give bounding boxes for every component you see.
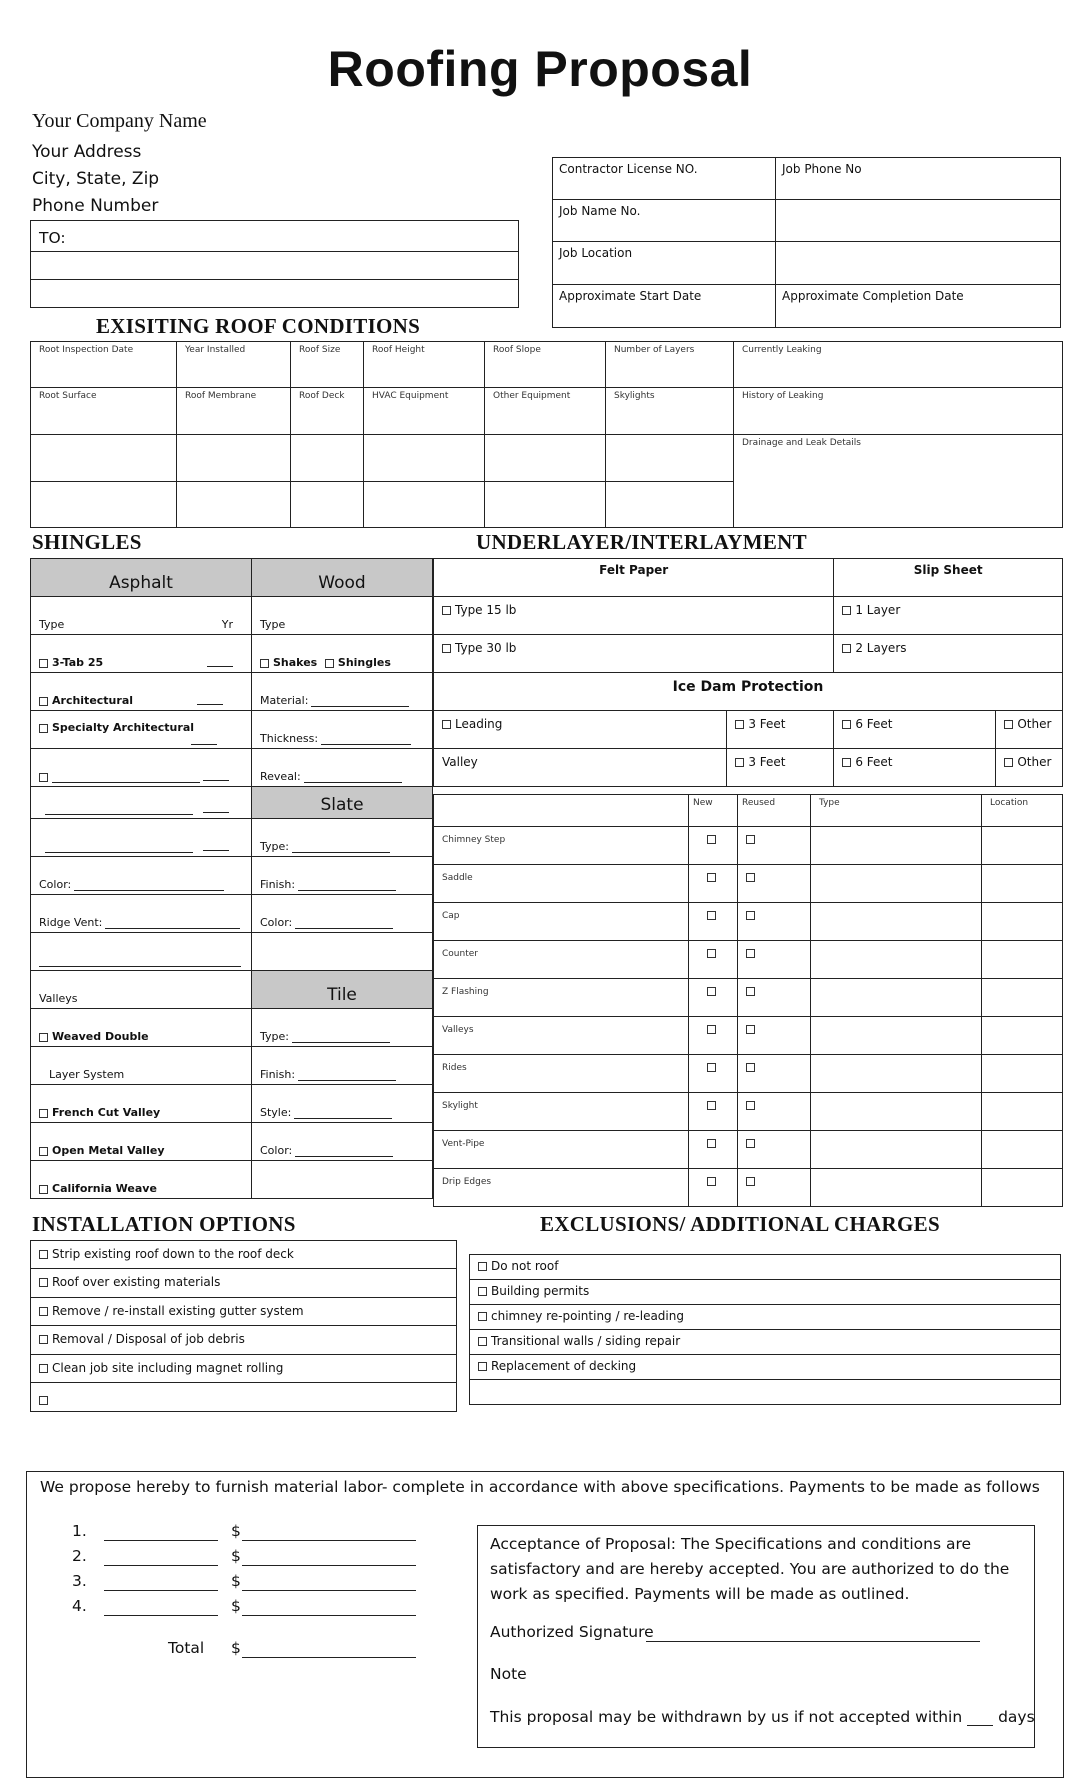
note-label: Note bbox=[490, 1665, 527, 1683]
table-row: Drip Edges bbox=[434, 1169, 1063, 1207]
felt-paper-header: Felt Paper bbox=[434, 559, 834, 597]
list-item[interactable]: Transitional walls / siding repair bbox=[470, 1330, 1061, 1355]
company-phone: Phone Number bbox=[32, 196, 159, 216]
days-field[interactable] bbox=[967, 1713, 993, 1726]
open-metal-option[interactable]: Open Metal Valley bbox=[31, 1123, 252, 1161]
proposal-intro: We propose hereby to furnish material labor- complete in accordance with above specifications. Payments to be made as follows bbox=[40, 1478, 1040, 1496]
payment-1: 1. bbox=[72, 1522, 87, 1540]
currently-leaking-field[interactable]: Currently Leaking bbox=[734, 342, 1063, 388]
california-option[interactable]: California Weave bbox=[31, 1161, 252, 1199]
checkbox-icon[interactable] bbox=[442, 644, 451, 653]
list-item[interactable]: Remove / re-install existing gutter system bbox=[31, 1298, 457, 1326]
job-location-field[interactable]: Job Location bbox=[553, 242, 776, 285]
list-item[interactable]: Do not roof bbox=[470, 1255, 1061, 1280]
start-date-field[interactable]: Approximate Start Date bbox=[553, 285, 776, 328]
ridge-vent-field[interactable]: Ridge Vent: bbox=[31, 895, 252, 933]
list-item[interactable]: Clean job site including magnet rolling bbox=[31, 1355, 457, 1383]
underlayment-table: Felt Paper Slip Sheet Type 15 lb 1 Layer Type 30 lb 2 Layers Ice Dam Protection Leading 3 Feet 6 Feet Other Valley 3 Feet 6 Feet Other bbox=[433, 558, 1063, 787]
completion-date-field[interactable]: Approximate Completion Date bbox=[776, 285, 1061, 328]
payment-1-desc[interactable] bbox=[104, 1540, 218, 1541]
shingles-heading: SHINGLES bbox=[32, 530, 142, 554]
checkbox-icon[interactable] bbox=[39, 1364, 48, 1373]
list-item[interactable] bbox=[31, 1383, 457, 1412]
ice-dam-header: Ice Dam Protection bbox=[434, 673, 1063, 711]
checkbox-icon[interactable] bbox=[735, 758, 744, 767]
checkbox-icon[interactable] bbox=[842, 758, 851, 767]
checkbox-icon[interactable] bbox=[707, 1139, 716, 1148]
page-title: Roofing Proposal bbox=[327, 41, 753, 97]
history-leaking-field[interactable]: History of Leaking bbox=[734, 388, 1063, 435]
checkbox-icon[interactable] bbox=[39, 724, 48, 733]
table-row: Counter bbox=[434, 941, 1063, 979]
table-row: Skylight bbox=[434, 1093, 1063, 1131]
wood-header: Wood bbox=[252, 559, 433, 597]
table-row: Chimney Step bbox=[434, 827, 1063, 865]
checkbox-icon[interactable] bbox=[39, 1278, 48, 1287]
payment-3-desc[interactable] bbox=[104, 1590, 218, 1591]
drainage-field[interactable]: Drainage and Leak Details bbox=[734, 435, 1063, 528]
new-header: New bbox=[689, 795, 738, 827]
tile-color-field[interactable]: Color: bbox=[252, 1123, 433, 1161]
checkbox-icon[interactable] bbox=[746, 873, 755, 882]
checkbox-icon[interactable] bbox=[707, 987, 716, 996]
checkbox-icon[interactable] bbox=[746, 1177, 755, 1186]
tile-header: Tile bbox=[252, 971, 433, 1009]
payment-2-desc[interactable] bbox=[104, 1565, 218, 1566]
checkbox-icon[interactable] bbox=[842, 720, 851, 729]
table-row: Rides bbox=[434, 1055, 1063, 1093]
checkbox-icon[interactable] bbox=[39, 1396, 48, 1405]
inspection-date-field[interactable]: Root Inspection Date bbox=[31, 342, 177, 388]
slate-finish-field[interactable]: Finish: bbox=[252, 857, 433, 895]
installation-table bbox=[30, 1240, 457, 1412]
valley-option[interactable]: Valley bbox=[434, 749, 727, 787]
checkbox-icon[interactable] bbox=[39, 773, 48, 782]
checkbox-icon[interactable] bbox=[707, 1025, 716, 1034]
job-location-value[interactable] bbox=[776, 242, 1061, 285]
checkbox-icon[interactable] bbox=[746, 1025, 755, 1034]
checkbox-icon[interactable] bbox=[707, 835, 716, 844]
payment-3-amount[interactable] bbox=[242, 1590, 416, 1591]
list-item[interactable]: Strip existing roof down to the roof deck bbox=[31, 1241, 457, 1269]
checkbox-icon[interactable] bbox=[746, 911, 755, 920]
layers-field[interactable]: Number of Layers bbox=[606, 342, 734, 388]
checkbox-icon[interactable] bbox=[478, 1262, 487, 1271]
signature-label: Authorized Signature bbox=[490, 1623, 654, 1641]
to-line-3[interactable] bbox=[31, 280, 519, 308]
to-field[interactable]: TO: bbox=[31, 221, 519, 252]
list-item[interactable]: chimney re-pointing / re-leading bbox=[470, 1305, 1061, 1330]
three-tab-option[interactable]: 3-Tab 25 bbox=[31, 635, 252, 673]
roof-height-field[interactable]: Roof Height bbox=[364, 342, 485, 388]
job-info-table bbox=[552, 157, 1061, 328]
checkbox-icon[interactable] bbox=[746, 1101, 755, 1110]
specialty-option[interactable]: Specialty Architectural bbox=[31, 711, 252, 749]
checkbox-icon[interactable] bbox=[442, 606, 451, 615]
slate-color-field[interactable]: Color: bbox=[252, 895, 433, 933]
skylights-field[interactable]: Skylights bbox=[606, 388, 734, 435]
roof-size-field[interactable]: Roof Size bbox=[291, 342, 364, 388]
company-name: Your Company Name bbox=[32, 110, 207, 132]
checkbox-icon[interactable] bbox=[1004, 758, 1013, 767]
underlayment-heading: UNDERLAYER/INTERLAYMENT bbox=[476, 530, 807, 554]
roof-surface-field[interactable]: Root Surface bbox=[31, 388, 177, 435]
layer-system-label: Layer System bbox=[31, 1047, 252, 1085]
withdraw-text: This proposal may be withdrawn by us if not accepted within days bbox=[490, 1708, 1035, 1726]
checkbox-icon[interactable] bbox=[746, 987, 755, 996]
architectural-option[interactable]: Architectural bbox=[31, 673, 252, 711]
checkbox-icon[interactable] bbox=[478, 1287, 487, 1296]
checkbox-icon[interactable] bbox=[478, 1362, 487, 1371]
checkbox-icon[interactable] bbox=[707, 1063, 716, 1072]
checkbox-icon[interactable] bbox=[39, 1335, 48, 1344]
checkbox-icon[interactable] bbox=[39, 697, 48, 706]
checkbox-icon[interactable] bbox=[707, 873, 716, 882]
job-name-field[interactable]: Job Name No. bbox=[553, 200, 776, 242]
one-layer-option[interactable]: 1 Layer bbox=[834, 597, 1063, 635]
to-box bbox=[30, 220, 519, 308]
checkbox-icon[interactable] bbox=[39, 1307, 48, 1316]
company-address: Your Address bbox=[32, 142, 142, 162]
wood-thickness-field[interactable]: Thickness: bbox=[252, 711, 433, 749]
type-header: Type bbox=[811, 795, 982, 827]
two-layers-option[interactable]: 2 Layers bbox=[834, 635, 1063, 673]
weaved-option[interactable]: Weaved Double bbox=[31, 1009, 252, 1047]
slate-header: Slate bbox=[252, 787, 433, 819]
hvac-field[interactable]: HVAC Equipment bbox=[364, 388, 485, 435]
to-line-2[interactable] bbox=[31, 252, 519, 280]
table-row: Vent-Pipe bbox=[434, 1131, 1063, 1169]
year-installed-field[interactable]: Year Installed bbox=[177, 342, 291, 388]
exclusions-heading: EXCLUSIONS/ ADDITIONAL CHARGES bbox=[540, 1212, 940, 1236]
location-header: Location bbox=[982, 795, 1063, 827]
signature-line[interactable] bbox=[646, 1641, 980, 1642]
payment-4: 4. bbox=[72, 1597, 87, 1615]
tile-type-field[interactable]: Type: bbox=[252, 1009, 433, 1047]
checkbox-icon[interactable] bbox=[39, 1033, 48, 1042]
checkbox-icon[interactable] bbox=[707, 1177, 716, 1186]
total-amount[interactable] bbox=[242, 1657, 416, 1658]
checkbox-icon[interactable] bbox=[746, 949, 755, 958]
list-item[interactable]: Replacement of decking bbox=[470, 1355, 1061, 1380]
checkbox-icon[interactable] bbox=[707, 911, 716, 920]
checkbox-icon[interactable] bbox=[842, 644, 851, 653]
checkbox-icon[interactable] bbox=[707, 949, 716, 958]
list-item[interactable]: Roof over existing materials bbox=[31, 1269, 457, 1298]
slate-type-field[interactable]: Type: bbox=[252, 819, 433, 857]
payment-2: 2. bbox=[72, 1547, 87, 1565]
payment-2-amount[interactable] bbox=[242, 1565, 416, 1566]
checkbox-icon[interactable] bbox=[746, 1139, 755, 1148]
checkbox-icon[interactable] bbox=[39, 1185, 48, 1194]
checkbox-icon[interactable] bbox=[746, 835, 755, 844]
roof-membrane-field[interactable]: Roof Membrane bbox=[177, 388, 291, 435]
asphalt-header: Asphalt bbox=[31, 559, 252, 597]
existing-heading: EXISITING ROOF CONDITIONS bbox=[96, 314, 421, 338]
tile-style-field[interactable]: Style: bbox=[252, 1085, 433, 1123]
checkbox-icon[interactable] bbox=[39, 1147, 48, 1156]
checkbox-icon[interactable] bbox=[478, 1337, 487, 1346]
checkbox-icon[interactable] bbox=[707, 1101, 716, 1110]
list-item[interactable] bbox=[470, 1380, 1061, 1405]
installation-heading: INSTALLATION OPTIONS bbox=[32, 1212, 296, 1236]
type15-option[interactable]: Type 15 lb bbox=[434, 597, 834, 635]
license-field[interactable]: Contractor License NO. bbox=[553, 158, 776, 200]
list-item[interactable]: Building permits bbox=[470, 1280, 1061, 1305]
wood-material-field[interactable]: Material: bbox=[252, 673, 433, 711]
other-equipment-field[interactable]: Other Equipment bbox=[485, 388, 606, 435]
tile-finish-field[interactable]: Finish: bbox=[252, 1047, 433, 1085]
table-row: Cap bbox=[434, 903, 1063, 941]
table-row: Valleys bbox=[434, 1017, 1063, 1055]
exclusions-table bbox=[469, 1254, 1061, 1405]
valleys-label: Valleys bbox=[31, 971, 252, 1009]
checkbox-icon[interactable] bbox=[1004, 720, 1013, 729]
job-phone-field[interactable]: Job Phone No bbox=[776, 158, 1061, 200]
shingles-table: Asphalt Wood Type Yr Type 3-Tab 25 Shakes Shingles Architectural Material: Specialty Architectural Thickness: Reveal: Slate Type: Color: Finish: Ridge Vent: Color: Valleys Tile Weaved Double Type: Layer System Finish: French Cut Valley Style: Open Metal Valley Color: California Weave bbox=[30, 558, 433, 1199]
checkbox-icon[interactable] bbox=[325, 659, 334, 668]
checkbox-icon[interactable] bbox=[260, 659, 269, 668]
flashing-table bbox=[433, 794, 1063, 1207]
total-label: Total bbox=[168, 1639, 205, 1657]
checkbox-icon[interactable] bbox=[39, 659, 48, 668]
job-name-value[interactable] bbox=[776, 200, 1061, 242]
table-row: Z Flashing bbox=[434, 979, 1063, 1017]
table-row: Saddle bbox=[434, 865, 1063, 903]
list-item[interactable]: Removal / Disposal of job debris bbox=[31, 1326, 457, 1355]
company-city: City, State, Zip bbox=[32, 169, 160, 189]
checkbox-icon[interactable] bbox=[39, 1109, 48, 1118]
checkbox-icon[interactable] bbox=[442, 720, 451, 729]
checkbox-icon[interactable] bbox=[735, 720, 744, 729]
roof-deck-field[interactable]: Roof Deck bbox=[291, 388, 364, 435]
checkbox-icon[interactable] bbox=[478, 1312, 487, 1321]
acceptance-text: Acceptance of Proposal: The Specifications and conditions are satisfactory and are hereby accepted. You are authorized to do the work as specified. Payments will be made as outlined. bbox=[490, 1535, 1010, 1603]
checkbox-icon[interactable] bbox=[842, 606, 851, 615]
payment-4-desc[interactable] bbox=[104, 1615, 218, 1616]
checkbox-icon[interactable] bbox=[39, 1250, 48, 1259]
payment-1-amount[interactable] bbox=[242, 1540, 416, 1541]
checkbox-icon[interactable] bbox=[746, 1063, 755, 1072]
color-field[interactable]: Color: bbox=[31, 857, 252, 895]
wood-reveal-field[interactable]: Reveal: bbox=[252, 749, 433, 787]
existing-table bbox=[30, 341, 1063, 528]
payment-4-amount[interactable] bbox=[242, 1615, 416, 1616]
french-cut-option[interactable]: French Cut Valley bbox=[31, 1085, 252, 1123]
reused-header: Reused bbox=[738, 795, 811, 827]
payment-3: 3. bbox=[72, 1572, 87, 1590]
leading-option[interactable]: Leading bbox=[434, 711, 727, 749]
type30-option[interactable]: Type 30 lb bbox=[434, 635, 834, 673]
roof-slope-field[interactable]: Roof Slope bbox=[485, 342, 606, 388]
slip-sheet-header: Slip Sheet bbox=[834, 559, 1063, 597]
